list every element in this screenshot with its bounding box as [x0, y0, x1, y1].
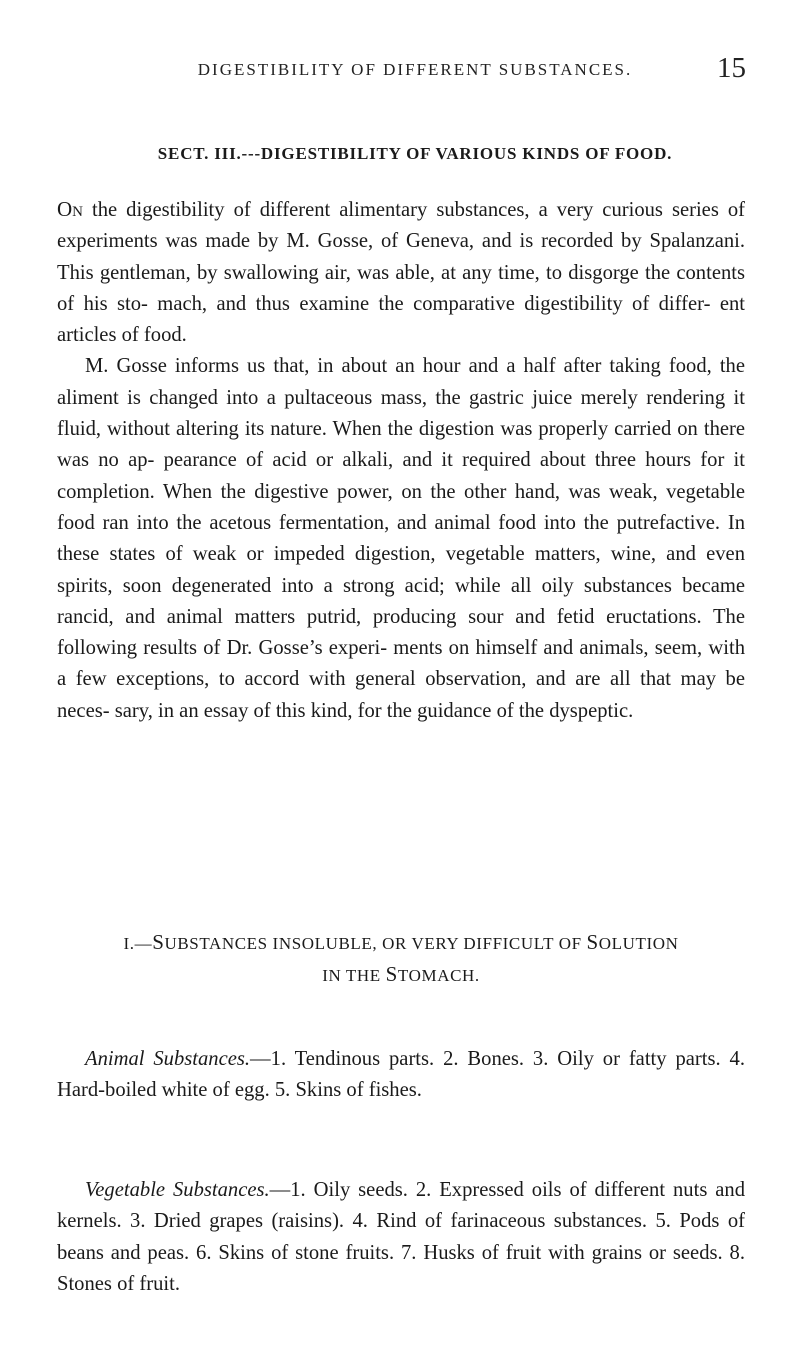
- animal-substances-list: [57, 1044, 745, 1107]
- vegetable-substances-text: —1. Oily seeds. 2. Expressed oils of different nuts and kernels. 3. Dried grapes (raisins). 4. Rind of farinaceous substances. 5. Pods of beans and peas. 6. Skins of stone fruits. 7. Husks of fruit with grains or seeds. 8. Stones of fruit.: [57, 1179, 745, 1295]
- page-header: [90, 52, 746, 86]
- list-heading-line-1: I.—SUBSTANCES INSOLUBLE, OR VERY DIFFICULT OF SOLUTION: [123, 930, 679, 954]
- paragraph-intro-text: the digestibility of different alimentary substances, a very curious series of experiments was made by M. Gosse, of Geneva, and is recorded by Spalanzani. This gentleman, by swallowing air, was able, at any time, to disgorge the contents of his sto- mach, and thus examine the comparative digestibility of differ- ent articles of food.: [57, 199, 745, 347]
- paragraph-intro-first-word: On: [57, 197, 83, 221]
- section-title: SECT. III.---DIGESTIBILITY OF VARIOUS KINDS OF FOOD.: [157, 144, 673, 163]
- animal-substances-label: Animal Substances.: [85, 1048, 251, 1070]
- running-title: DIGESTIBILITY OF DIFFERENT SUBSTANCES.: [197, 60, 633, 79]
- paragraph-gosse-results: M. Gosse informs us that, in about an hour and a half after taking food, the aliment is changed into a pultaceous mass, the gastric juice merely rendering it fluid, without altering its nature. When the digestion was properly carried on there was no ap- pearance of acid or alkali, and it required about three hours for it completion. When the digestive power, on the other hand, was weak, vegetable food ran into the acetous fermentation, and animal food into the putrefactive. In these states of weak or impeded digestion, vegetable matters, wine, and even spirits, soon degenerated into a strong acid; while all oily substances became rancid, and animal matters putrid, producing sour and fetid eructations. The following results of Dr. Gosse’s experi- ments on himself and animals, seem, with a few exceptions, to accord with general observation, and are all that may be neces- sary, in an essay of this kind, for the guidance of the dyspeptic.: [57, 355, 745, 722]
- vegetable-substances-list: [57, 1175, 745, 1300]
- vegetable-substances-label: Vegetable Substances.: [85, 1179, 270, 1201]
- page-number: 15: [717, 52, 746, 84]
- body-text: [57, 194, 745, 727]
- list-heading-line-2: IN THE STOMACH.: [322, 962, 480, 986]
- animal-substances-text: —1. Tendinous parts. 2. Bones. 3. Oily or fatty parts. 4. Hard-boiled white of egg. 5. Skins of fishes.: [57, 1048, 745, 1102]
- list-heading: [57, 927, 745, 991]
- paragraph-intro: [57, 194, 745, 351]
